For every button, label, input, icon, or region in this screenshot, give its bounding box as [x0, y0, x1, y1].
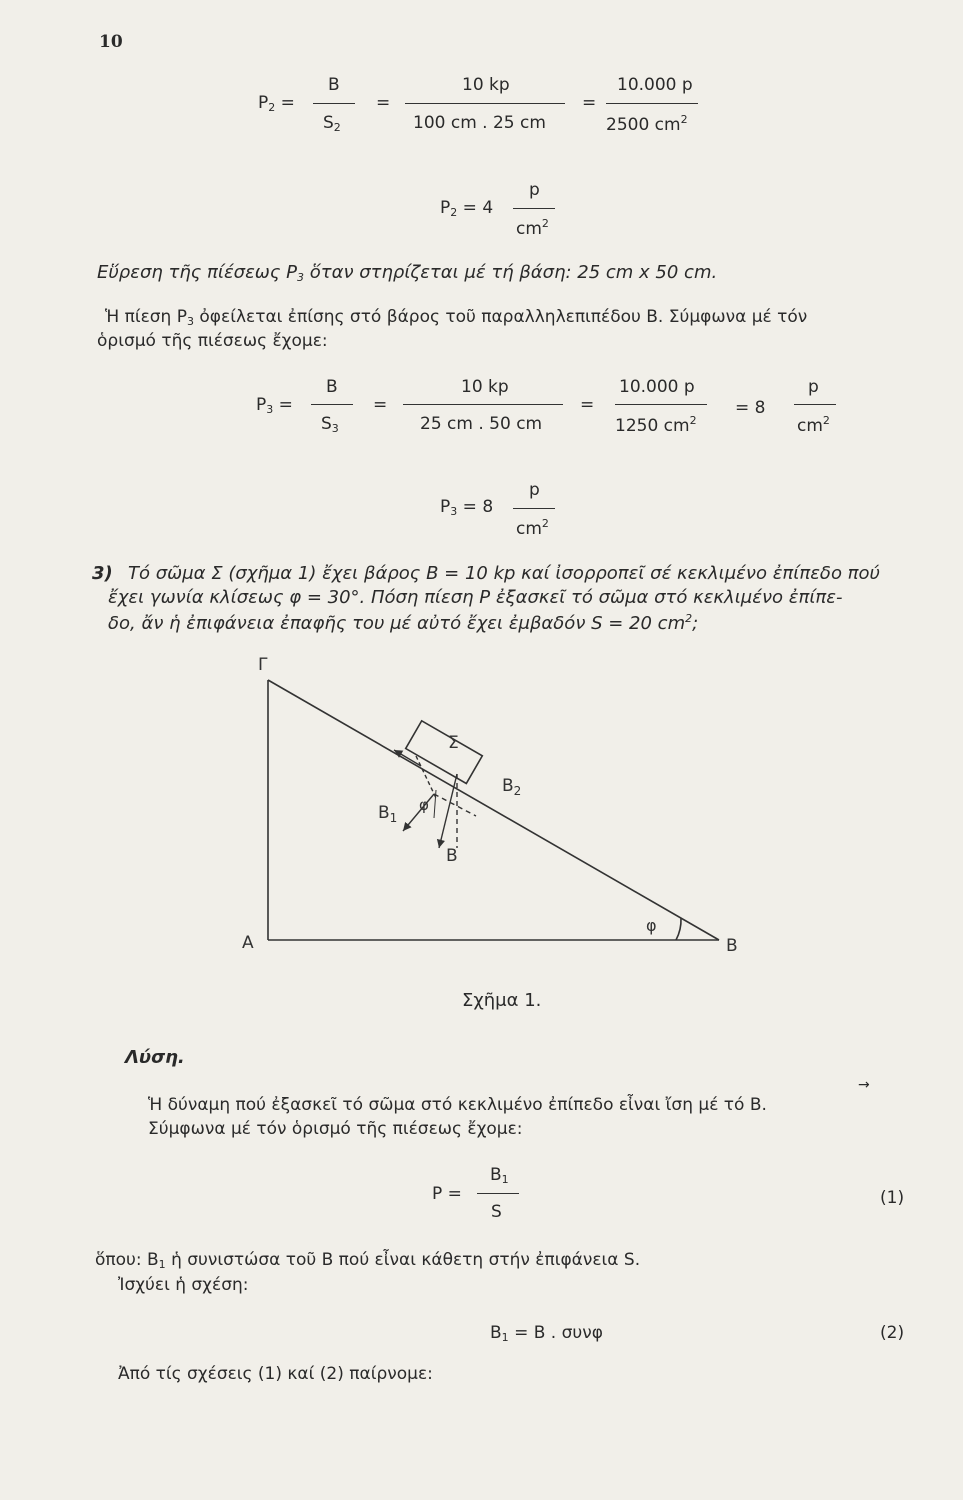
eq1-tag: (1) — [880, 1188, 905, 1208]
label-sigma: Σ — [448, 733, 459, 753]
eq-p3-f1-den: $S_3$ — [321, 414, 339, 435]
eq-sign: = — [582, 93, 597, 113]
eq-p2-f1-den: $S_2$ — [323, 113, 341, 134]
solution-label: Λύση. — [125, 1047, 185, 1068]
label-b1: $B_1$ — [378, 803, 398, 825]
eq2-tag: (2) — [880, 1323, 905, 1343]
incline-hypotenuse — [268, 680, 719, 940]
eq-p2-result-lhs: $P_2 = 4$ — [440, 198, 494, 219]
inclined-plane-figure — [236, 648, 756, 963]
page-number: 10 — [99, 32, 123, 52]
eq-p2-result-den: $cm^2$ — [516, 217, 549, 239]
problem-line: δο, ἄν ἡ ἐπιφάνεια ἐπαφῆς του μέ αὐτό ἔχει ἐμβαδόν S = 20 $cm^2$; — [108, 612, 699, 634]
eq-p3-result-lhs: $P_3 = 8$ — [440, 497, 494, 518]
eq1-lhs: P = — [432, 1184, 462, 1204]
problem-line: Τό σῶμα Σ (σχῆμα 1) ἔχει βάρος B = 10 kp καί ἰσορροπεῖ σέ κεκλιμένο ἐπίπεδο πού — [128, 563, 880, 584]
label-phi-top: φ — [419, 796, 429, 814]
eq-p2-f2-den: 100 cm . 25 cm — [413, 113, 546, 133]
component-b2-vector — [434, 794, 476, 816]
eq-p2-f2-num: 10 kp — [462, 75, 510, 95]
eq-p3-f1-num: B — [326, 377, 338, 397]
solution-final: Ἀπό τίς σχέσεις (1) καί (2) παίρνομε: — [118, 1364, 433, 1384]
section-heading-p3: Εὕρεση τῆς πίέσεως $P_3$ ὅταν στηρίζεται μέ τή βάση: 25 cm x 50 cm. — [97, 262, 718, 284]
eq-sign: = — [376, 93, 391, 113]
block-sigma — [406, 721, 483, 784]
eq-p2-f1-num: B — [328, 75, 340, 95]
eq-p3-result-num: p — [529, 480, 540, 500]
eq-p2-result-num: p — [529, 180, 540, 200]
label-phi-bottom: φ — [646, 916, 657, 935]
paragraph-p3-line2: ὁρισμό τῆς πιέσεως ἔχομε: — [97, 331, 328, 351]
paragraph-p3-line1: Ἡ πίεση $P_3$ ὀφείλεται ἐπίσης στό βάρος τοῦ παραλληλεπιπέδου B. Σύμφωνα μέ τόν — [105, 307, 808, 328]
figure-caption: Σχῆμα 1. — [462, 990, 542, 1011]
label-b: B — [446, 846, 458, 866]
problem-line: ἔχει γωνία κλίσεως φ = 30°. Πόση πίεση P ἐξασκεῖ τό σῶμα στό κεκλιμένο ἐπίπε- — [108, 587, 843, 608]
angle-arc-bottom — [676, 918, 681, 940]
eq-p2-f3-den: 2500 $cm^2$ — [606, 113, 688, 135]
label-b2: $B_2$ — [502, 776, 522, 798]
eq1-den: S — [491, 1202, 502, 1222]
label-alpha: Α — [242, 933, 254, 953]
eq-sign: = — [580, 395, 595, 415]
eq-p2-f3-num: 10.000 p — [617, 75, 693, 95]
solution-holds: Ἰσχύει ἡ σχέση: — [118, 1275, 249, 1295]
eq-p3-result-coef: = 8 — [735, 398, 766, 418]
eq-p3-f4-den: $cm^2$ — [797, 414, 830, 436]
eq-p2-lhs: $P_2$ = — [258, 93, 295, 114]
weight-vector-b — [439, 774, 457, 848]
vector-arrow: → — [858, 1077, 870, 1093]
eq-p3-f3-num: 10.000 p — [619, 377, 695, 397]
eq-p3-result-den: $cm^2$ — [516, 517, 549, 539]
eq-p3-f2-num: 10 kp — [461, 377, 509, 397]
solution-line: Ἡ δύναμη πού ἐξασκεῖ τό σῶμα στό κεκλιμένο ἐπίπεδο εἶναι ἴση μέ τό B. — [148, 1095, 767, 1115]
eq-sign: = — [373, 395, 388, 415]
label-gamma: Γ — [258, 655, 268, 675]
eq-p3-f4-num: p — [808, 377, 819, 397]
eq2: $B_1 = B$ . συνφ — [490, 1323, 603, 1344]
label-beta: B — [726, 936, 738, 956]
problem-number: 3) — [92, 563, 113, 584]
eq-p3-f3-den: 1250 $cm^2$ — [615, 414, 697, 436]
solution-where: ὅπου: $B_1$ ἡ συνιστώσα τοῦ B πού εἶναι κάθετη στήν ἐπιφάνεια S. — [95, 1250, 641, 1271]
solution-line: Σύμφωνα μέ τόν ὁρισμό τῆς πιέσεως ἔχομε: — [148, 1119, 523, 1139]
eq-p3-lhs: $P_3$ = — [256, 395, 293, 416]
eq-p3-f2-den: 25 cm . 50 cm — [420, 414, 543, 434]
eq1-num: $B_1$ — [490, 1165, 509, 1186]
